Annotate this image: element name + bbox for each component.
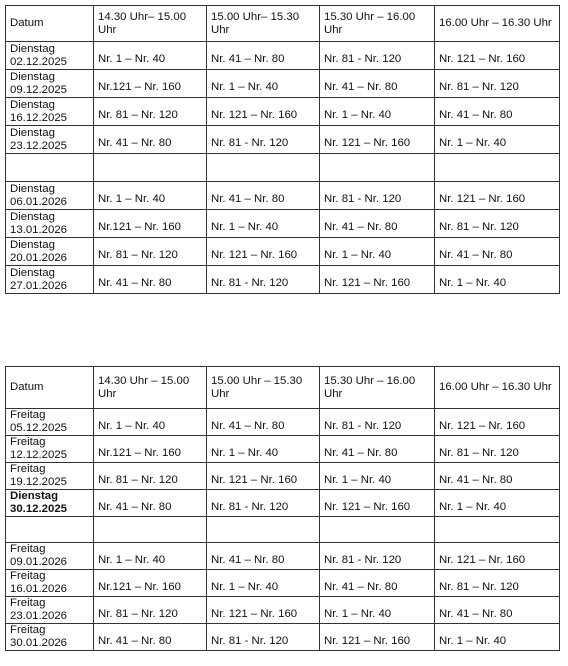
number-range-cell: Nr. 1 – Nr. 40 xyxy=(320,463,435,490)
date-label: 13.01.2026 xyxy=(10,223,68,236)
number-range-cell: Nr. 81 – Nr. 120 xyxy=(435,570,560,597)
number-range-cell: Nr. 41 – Nr. 80 xyxy=(435,597,560,624)
date-cell xyxy=(6,98,94,126)
weekday-label: Dienstag xyxy=(10,127,55,139)
number-range-cell: Nr. 121 – Nr. 160 xyxy=(320,490,435,517)
number-range-cell: Nr. 81 - Nr. 120 xyxy=(320,42,435,70)
date-cell xyxy=(6,463,94,490)
number-range-cell: Nr. 81 – Nr. 120 xyxy=(94,238,207,266)
table-row xyxy=(6,570,560,597)
number-range-cell xyxy=(320,154,435,182)
number-range-cell: Nr. 41 – Nr. 80 xyxy=(207,543,320,570)
number-range-cell xyxy=(320,517,435,543)
number-range-cell: Nr. 41 – Nr. 80 xyxy=(435,238,560,266)
number-range-cell: Nr. 81 – Nr. 120 xyxy=(94,98,207,126)
number-range-cell xyxy=(435,517,560,543)
weekday-label: Dienstag xyxy=(10,71,55,83)
table-row xyxy=(6,409,560,436)
number-range-cell: Nr. 1 – Nr. 40 xyxy=(435,490,560,517)
date-cell xyxy=(6,42,94,70)
spacer-row xyxy=(6,154,560,182)
number-range-cell: Nr. 81 - Nr. 120 xyxy=(320,182,435,210)
number-range-cell: Nr. 81 - Nr. 120 xyxy=(207,624,320,651)
column-header-date: Datum xyxy=(6,367,94,409)
date-label: 06.01.2026 xyxy=(10,195,68,208)
column-header-timeslot: 16.00 Uhr – 16.30 Uhr xyxy=(435,6,560,42)
date-label: 27.01.2026 xyxy=(10,279,68,292)
weekday-label: Dienstag xyxy=(10,239,55,251)
number-range-cell: Nr. 121 – Nr. 160 xyxy=(207,463,320,490)
date-label: 30.12.2025 xyxy=(10,502,68,515)
table-row xyxy=(6,182,560,210)
number-range-cell: Nr. 1 – Nr. 40 xyxy=(94,182,207,210)
number-range-cell: Nr. 81 - Nr. 120 xyxy=(320,543,435,570)
column-header-timeslot: 15.00 Uhr – 15.30 Uhr xyxy=(207,367,320,409)
number-range-cell: Nr. 81 – Nr. 120 xyxy=(94,463,207,490)
date-cell xyxy=(6,210,94,238)
number-range-cell: Nr. 1 – Nr. 40 xyxy=(435,624,560,651)
number-range-cell: Nr. 121 – Nr. 160 xyxy=(320,624,435,651)
number-range-cell: Nr. 1 – Nr. 40 xyxy=(94,409,207,436)
number-range-cell: Nr. 1 – Nr. 40 xyxy=(435,126,560,154)
date-cell xyxy=(6,70,94,98)
date-label: 19.12.2025 xyxy=(10,475,68,488)
number-range-cell: Nr. 1 – Nr. 40 xyxy=(207,210,320,238)
number-range-cell: Nr. 81 - Nr. 120 xyxy=(207,266,320,294)
number-range-cell: Nr. 1 – Nr. 40 xyxy=(320,238,435,266)
number-range-cell: Nr. 41 – Nr. 80 xyxy=(207,182,320,210)
number-range-cell: Nr. 121 – Nr. 160 xyxy=(320,126,435,154)
number-range-cell: Nr. 81 - Nr. 120 xyxy=(207,126,320,154)
number-range-cell: Nr. 41 – Nr. 80 xyxy=(94,266,207,294)
number-range-cell xyxy=(207,517,320,543)
weekday-label: Freitag xyxy=(10,570,46,582)
number-range-cell xyxy=(94,517,207,543)
table-row xyxy=(6,210,560,238)
weekday-label: Freitag xyxy=(10,597,46,609)
date-label: 16.01.2026 xyxy=(10,582,68,595)
column-header-timeslot: 15.30 Uhr – 16.00 Uhr xyxy=(320,367,435,409)
number-range-cell: Nr. 41 – Nr. 80 xyxy=(94,126,207,154)
number-range-cell: Nr. 41 – Nr. 80 xyxy=(320,210,435,238)
number-range-cell xyxy=(435,154,560,182)
number-range-cell: Nr.121 – Nr. 160 xyxy=(94,570,207,597)
table-row xyxy=(6,126,560,154)
number-range-cell: Nr. 121 – Nr. 160 xyxy=(435,543,560,570)
number-range-cell: Nr. 81 – Nr. 120 xyxy=(94,597,207,624)
number-range-cell: Nr.121 – Nr. 160 xyxy=(94,210,207,238)
spacer-row xyxy=(6,517,560,543)
table-body xyxy=(6,6,560,294)
date-cell xyxy=(6,517,94,543)
date-label: 05.12.2025 xyxy=(10,421,68,434)
table-row xyxy=(6,266,560,294)
header-row xyxy=(6,367,560,409)
column-header-timeslot: 14.30 Uhr– 15.00 Uhr xyxy=(94,6,207,42)
table-row xyxy=(6,463,560,490)
number-range-cell: Nr. 81 - Nr. 120 xyxy=(207,490,320,517)
date-label: 30.01.2026 xyxy=(10,636,68,649)
number-range-cell: Nr. 1 – Nr. 40 xyxy=(94,42,207,70)
number-range-cell: Nr. 81 - Nr. 120 xyxy=(320,409,435,436)
column-header-timeslot: 15.00 Uhr– 15.30 Uhr xyxy=(207,6,320,42)
number-range-cell: Nr. 121 – Nr. 160 xyxy=(435,182,560,210)
date-label: 09.01.2026 xyxy=(10,555,68,568)
number-range-cell: Nr. 121 – Nr. 160 xyxy=(435,42,560,70)
table-row xyxy=(6,98,560,126)
weekday-label: Dienstag xyxy=(10,99,55,111)
number-range-cell xyxy=(207,154,320,182)
header-row xyxy=(6,6,560,42)
number-range-cell: Nr. 1 – Nr. 40 xyxy=(435,266,560,294)
number-range-cell: Nr. 41 – Nr. 80 xyxy=(435,463,560,490)
number-range-cell: Nr. 121 – Nr. 160 xyxy=(207,238,320,266)
column-header-date: Datum xyxy=(6,6,94,42)
date-label: 23.12.2025 xyxy=(10,139,68,152)
schedule-table-friday xyxy=(5,366,560,651)
number-range-cell: Nr.121 – Nr. 160 xyxy=(94,70,207,98)
date-label: 02.12.2025 xyxy=(10,55,68,68)
number-range-cell: Nr. 81 – Nr. 120 xyxy=(435,436,560,463)
date-cell xyxy=(6,490,94,517)
number-range-cell: Nr. 41 – Nr. 80 xyxy=(207,409,320,436)
weekday-label: Dienstag xyxy=(10,183,55,195)
table-row xyxy=(6,70,560,98)
date-cell xyxy=(6,126,94,154)
number-range-cell: Nr. 81 – Nr. 120 xyxy=(435,210,560,238)
number-range-cell: Nr.121 – Nr. 160 xyxy=(94,436,207,463)
number-range-cell xyxy=(94,154,207,182)
schedule-table-tuesday xyxy=(5,5,560,294)
date-label: 20.01.2026 xyxy=(10,251,68,264)
number-range-cell: Nr. 41 – Nr. 80 xyxy=(435,98,560,126)
weekday-label: Dienstag xyxy=(10,267,55,279)
number-range-cell: Nr. 41 – Nr. 80 xyxy=(207,42,320,70)
date-cell xyxy=(6,266,94,294)
date-cell xyxy=(6,154,94,182)
number-range-cell: Nr. 81 – Nr. 120 xyxy=(435,70,560,98)
weekday-label: Dienstag xyxy=(10,211,55,223)
table-row xyxy=(6,490,560,517)
date-cell xyxy=(6,409,94,436)
date-label: 12.12.2025 xyxy=(10,448,68,461)
number-range-cell: Nr. 41 – Nr. 80 xyxy=(320,570,435,597)
number-range-cell: Nr. 1 – Nr. 40 xyxy=(207,70,320,98)
date-label: 16.12.2025 xyxy=(10,111,68,124)
date-label: 23.01.2026 xyxy=(10,609,68,622)
weekday-label: Freitag xyxy=(10,463,46,475)
number-range-cell: Nr. 41 – Nr. 80 xyxy=(320,436,435,463)
table-row xyxy=(6,597,560,624)
number-range-cell: Nr. 41 – Nr. 80 xyxy=(94,624,207,651)
date-cell xyxy=(6,436,94,463)
date-cell xyxy=(6,570,94,597)
weekday-label: Dienstag xyxy=(10,490,59,502)
number-range-cell: Nr. 1 – Nr. 40 xyxy=(94,543,207,570)
date-cell xyxy=(6,543,94,570)
table-row xyxy=(6,436,560,463)
number-range-cell: Nr. 121 – Nr. 160 xyxy=(207,98,320,126)
date-cell xyxy=(6,238,94,266)
date-cell xyxy=(6,624,94,651)
date-cell xyxy=(6,182,94,210)
number-range-cell: Nr. 41 – Nr. 80 xyxy=(320,70,435,98)
number-range-cell: Nr. 1 – Nr. 40 xyxy=(320,597,435,624)
date-cell xyxy=(6,597,94,624)
number-range-cell: Nr. 1 – Nr. 40 xyxy=(320,98,435,126)
table-row xyxy=(6,42,560,70)
number-range-cell: Nr. 1 – Nr. 40 xyxy=(207,436,320,463)
number-range-cell: Nr. 41 – Nr. 80 xyxy=(94,490,207,517)
column-header-timeslot: 15.30 Uhr – 16.00 Uhr xyxy=(320,6,435,42)
weekday-label: Freitag xyxy=(10,543,46,555)
number-range-cell: Nr. 121 – Nr. 160 xyxy=(207,597,320,624)
table-body xyxy=(6,367,560,651)
table-row xyxy=(6,624,560,651)
weekday-label: Dienstag xyxy=(10,43,55,55)
column-header-timeslot: 14.30 Uhr – 15.00 Uhr xyxy=(94,367,207,409)
date-label: 09.12.2025 xyxy=(10,83,68,96)
table-row xyxy=(6,543,560,570)
table-row xyxy=(6,238,560,266)
number-range-cell: Nr. 1 – Nr. 40 xyxy=(207,570,320,597)
weekday-label: Freitag xyxy=(10,409,46,421)
column-header-timeslot: 16.00 Uhr – 16.30 Uhr xyxy=(435,367,560,409)
number-range-cell: Nr. 121 – Nr. 160 xyxy=(435,409,560,436)
weekday-label: Freitag xyxy=(10,436,46,448)
number-range-cell: Nr. 121 – Nr. 160 xyxy=(320,266,435,294)
weekday-label: Freitag xyxy=(10,624,46,636)
